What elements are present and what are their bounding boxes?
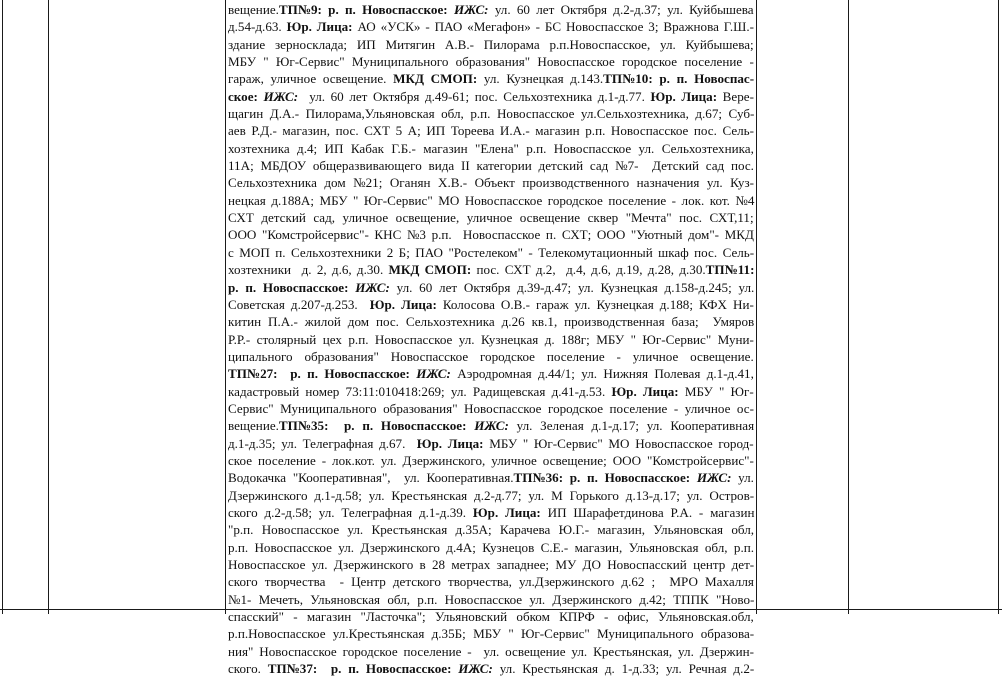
text-segment: с МОП п. Сельхозтехники 2 Б; ПАО "Ростелеком" - Телекомутационный шкаф пос. Сель- <box>228 244 755 260</box>
text-segment: спасский" - магазин "Ласточка"; Ульяновский обком КПРФ - офис, Ульяновская.обл, <box>228 609 754 625</box>
bold-text-segment: ТП№27: р. п. Новоспасское: <box>228 366 417 382</box>
text-segment: вещение. <box>228 418 279 434</box>
text-line <box>228 209 754 226</box>
bold-text-segment: Юр. Лица: <box>650 88 718 104</box>
text-segment: р.п.Новоспасское ул.Крестьянская д.35Б; МБУ " Юг-Сервис" Муниципального образова- <box>228 626 755 642</box>
table-column-divider-1 <box>48 0 49 614</box>
text-line <box>228 452 754 469</box>
text-line <box>228 18 754 35</box>
text-line <box>228 608 754 625</box>
text-segment: Дзержинского д.1-д.58; ул. Крестьянская д.2-д.77; ул. М Горького д.13-д.17; ул. Остров- <box>228 487 755 503</box>
bold-text-segment: ИЖС: <box>696 470 732 486</box>
bold-text-segment: ИЖС: <box>416 366 451 382</box>
bold-text-segment: ИЖС: <box>355 279 390 295</box>
bold-text-segment: ИЖС: <box>263 88 299 104</box>
bold-text-segment: ТП№36: р. п. Новоспасское: <box>513 470 697 486</box>
text-line <box>228 122 754 139</box>
text-segment: ИП Шарафетдинова Р.А. - магазин <box>540 504 755 520</box>
text-segment: здание зерносклада; ИП Митягин А.В.- Пилорама р.п.Новоспасское, ул. Куйбышева; <box>228 36 754 52</box>
table-border-left <box>2 0 3 614</box>
table-cell-description <box>228 1 755 677</box>
text-line <box>228 331 754 348</box>
text-segment: вещение. <box>228 2 279 17</box>
text-segment: Водокачка "Кооперативная", ул. Кооперативная. <box>228 470 514 486</box>
text-line <box>228 643 754 660</box>
text-segment: ул. Крестьянская д. 1-д.33; ул. Речная д.2- <box>492 661 755 677</box>
text-segment: ул. <box>731 470 754 486</box>
text-segment: Аэродромная д.44/1; ул. Нижняя Полевая д.1-д.41, <box>450 366 754 382</box>
bold-text-segment: ТП№10: р. п. Новоспас- <box>603 71 755 87</box>
text-line <box>228 400 754 417</box>
text-segment: аев Р.Д.- магазин, пос. СХТ 5 А; ИП Тореева И.А.- магазин р.п. Новоспасское пос. Сель- <box>228 123 755 139</box>
text-segment: д.54-д.63. <box>228 19 287 35</box>
bold-text-segment: Юр. Лица: <box>472 504 541 520</box>
text-segment: Советская д.207-д.253. <box>228 296 370 312</box>
text-line <box>228 157 754 174</box>
text-line <box>228 591 754 608</box>
text-segment: Вере- <box>717 88 754 104</box>
text-segment: ского д.2-д.58; ул. Телеграфная д.1-д.39. <box>228 504 473 520</box>
text-segment: Новоспасское ул. Дзержинского в 28 метрах западнее; МУ ДО Новоспасский центр дет- <box>228 557 755 572</box>
text-line <box>228 296 754 313</box>
text-segment: №1- Мечеть, Ульяновская обл, р.п. Новоспасское ул. Дзержинского д.42; ТППК "Ново- <box>228 591 755 607</box>
text-segment: р.п. Новоспасское ул. Дзержинского д.4А; Кузнецов С.Е.- магазин, Ульяновская обл, р.п. <box>228 539 755 555</box>
table-border-right <box>998 0 999 614</box>
text-segment: ского. <box>228 661 268 677</box>
text-segment: ООО "Комстройсервис"- КНС №3 р.п. Новоспасское п. СХТ; ООО "Уютный дом"- МКД <box>228 227 754 243</box>
text-line <box>228 192 754 209</box>
text-segment: ул. 60 лет Октября д.39-д.47; ул. Кузнецкая д.158-д.245; ул. <box>389 279 755 295</box>
bold-text-segment: Юр. Лица: <box>286 19 353 35</box>
text-segment: ул. 60 лет Октября д.49-61; пос. Сельхозтехника д.1-д.77. <box>298 88 651 104</box>
text-segment: ния" Новоспасское городское поселение - ул. освещение ул. Крестьянская, ул. Дзержин- <box>228 643 754 659</box>
text-segment: щагин Д.А.- Пилорама,Ульяновская обл, р.п. Новоспасское ул.Сельхозтехника, д.67; Суб- <box>228 106 755 122</box>
table-column-divider-4 <box>848 0 849 614</box>
text-segment: СХТ детский сад, уличное освещение, уличное освещение сквер "Мечта" пос. СХТ,11; <box>228 210 754 226</box>
text-segment: ского творчества - Центр детского творчества, ул.Дзержинского д.62 ; МРО Махалля <box>228 574 754 590</box>
text-segment: гараж, уличное освещение. <box>228 71 394 87</box>
text-line <box>228 70 754 87</box>
bold-text-segment: Юр. Лица: <box>611 383 679 399</box>
table-column-divider-2 <box>225 0 226 614</box>
text-segment: Колосова О.В.- гараж ул. Кузнецкая д.188; КФХ Ни- <box>436 296 754 312</box>
bold-text-segment: Юр. Лица: <box>416 435 484 451</box>
text-line <box>228 469 754 486</box>
text-line <box>228 660 754 677</box>
text-line <box>228 365 754 382</box>
text-line <box>228 140 754 157</box>
text-segment: АО «УСК» - ПАО «Мегафон» - БС Новоспасское 3; Вражнова Г.Ш.- <box>352 19 755 35</box>
text-line <box>228 279 754 296</box>
bold-text-segment: ИЖС: <box>458 661 493 677</box>
text-segment: МБУ " Юг-Сервис" МО Новоспасское город- <box>483 435 754 451</box>
text-line <box>228 88 754 105</box>
bold-text-segment: ТП№11: <box>705 262 755 278</box>
text-line <box>228 174 754 191</box>
text-segment: хозтехника д.4; ИП Кабак Г.Б.- магазин "Елена" р.п. Новоспасское ул. Сельхозтехника, <box>228 140 754 156</box>
text-line <box>228 348 754 365</box>
text-segment: МБУ " Юг-Сервис" Муниципального образования" Новоспасское городское поселение - <box>228 54 754 70</box>
text-segment: ское поселение - лок.кот. ул. Дзержинского, уличное освещение; ООО "Комстройсервис"- <box>228 452 754 468</box>
text-line <box>228 539 754 556</box>
bold-text-segment: ское: <box>228 88 264 104</box>
text-line <box>228 417 754 434</box>
text-line <box>228 556 754 573</box>
text-line <box>228 383 754 400</box>
text-line <box>228 625 754 642</box>
text-segment: ул. Зеленая д.1-д.17; ул. Кооперативная <box>508 418 755 434</box>
text-segment: 11А; МБДОУ общеразвивающего вида II категории детский сад №7- Детский сад пос. <box>228 158 754 174</box>
text-segment: Сервис" Муниципального образования" Новоспасское городское поселение - уличное ос- <box>228 400 754 416</box>
text-line <box>228 261 754 278</box>
text-line <box>228 226 754 243</box>
text-line <box>228 244 754 261</box>
text-segment: ул. Кузнецкая д.143. <box>477 71 604 87</box>
text-segment: кадастровый номер 73:11:010418:269; ул. Радищевская д.41-д.53. <box>228 383 612 399</box>
bold-text-segment: Юр. Лица: <box>369 296 437 312</box>
text-segment: "р.п. Новоспасское ул. Крестьянская д.35А; Карачева Ю.Г.- магазин, Ульяновская обл, <box>228 522 755 538</box>
text-segment: ул. 60 лет Октября д.2-д.37; ул. Куйбышева <box>488 2 754 17</box>
text-segment: Сельхозтехника дом №21; Оганян Х.В.- Объект производственного назначения ул. Куз- <box>228 175 754 191</box>
text-segment: китин П.А.- жилой дом пос. Сельхозтехника д.26 кв.1, производственная база; Умяров <box>228 314 755 330</box>
text-line <box>228 573 754 590</box>
text-line <box>228 36 754 53</box>
text-line <box>228 521 754 538</box>
table-column-divider-3 <box>756 0 757 614</box>
text-line <box>228 435 754 452</box>
text-line <box>228 105 754 122</box>
text-segment: хозтехники д. 2, д.6, д.30. <box>228 262 389 278</box>
bold-text-segment: МКД СМОП: <box>393 71 478 87</box>
text-segment: д.1-д.35; ул. Телеграфная д.67. <box>228 435 417 451</box>
bold-text-segment: ТП№35: р. п. Новоспасское: <box>278 418 475 434</box>
text-line <box>228 504 754 521</box>
text-segment: ципального образования" Новоспасское городское поселение - уличное освещение. <box>228 348 754 364</box>
bold-text-segment: МКД СМОП: <box>388 262 472 278</box>
bold-text-segment: ТП№37: р. п. Новоспасское: <box>267 661 459 677</box>
text-segment: пос. СХТ д.2, д.4, д.6, д.19, д.28, д.30. <box>471 262 706 278</box>
text-segment: нецкая д.188А; МБУ " Юг-Сервис" МО Новоспасское городское поселение - лок. кот. №4 <box>228 192 755 208</box>
bold-text-segment: ИЖС: <box>453 2 489 17</box>
text-line <box>228 1 754 18</box>
bold-text-segment: ТП№9: р. п. Новоспасское: <box>278 2 454 17</box>
text-segment: МБУ " Юг- <box>678 383 754 399</box>
text-segment: Р.Р.- столярный цех р.п. Новоспасское ул. Кузнецкая д. 188г; МБУ " Юг-Сервис" Муни- <box>228 331 754 347</box>
bold-text-segment: ИЖС: <box>474 418 509 434</box>
bold-text-segment: р. п. Новоспасское: <box>228 279 356 295</box>
text-line <box>228 487 754 504</box>
text-line <box>228 53 754 70</box>
text-line <box>228 313 754 330</box>
